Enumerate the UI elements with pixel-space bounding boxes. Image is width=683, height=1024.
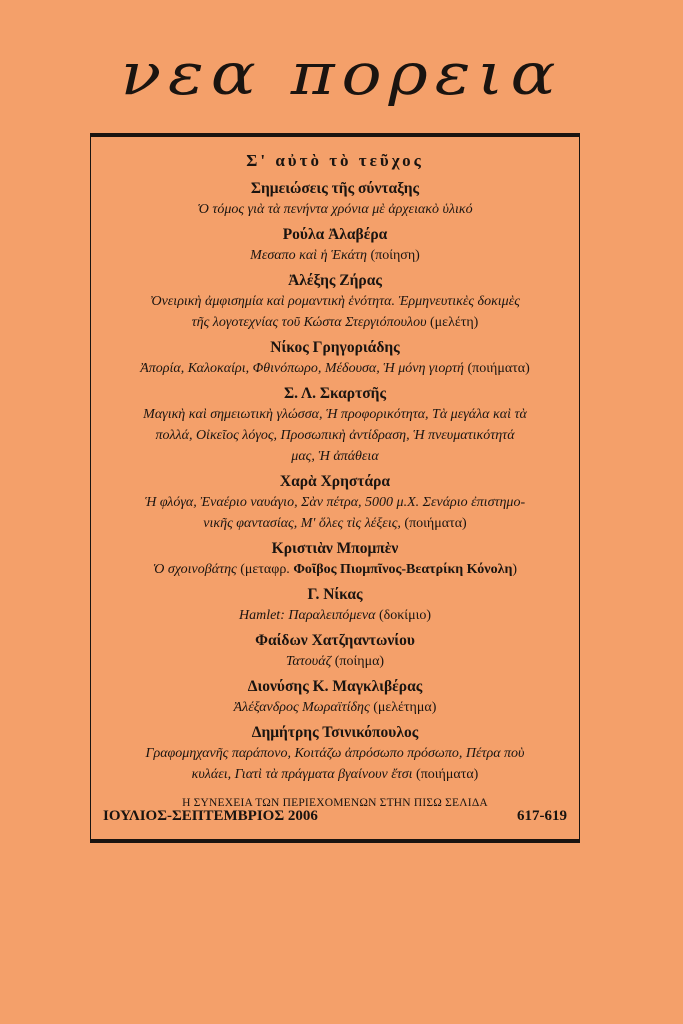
entry-work-text: Ὀνειρικὴ ἀμφισημία καὶ ρομαντικὴ ἑνότητα. Ἑρμηνευτικὲς δοκιμὲς (150, 294, 520, 309)
entry-work-text: Φοῖβος Πιομπῖνος-Βεατρίκη Κόνολη (293, 562, 513, 577)
entry-work-text: (ποιήματα) (400, 516, 467, 531)
entry-work-line (91, 291, 579, 312)
entry-work-text: (δοκίμιο) (375, 608, 431, 623)
entry-author: Σημειώσεις τῆς σύνταξης (250, 180, 420, 197)
entry-work-line (91, 446, 579, 467)
entry-work-text: (ποιήματα) (412, 767, 479, 782)
contents-entry (91, 471, 579, 534)
contents-entry (91, 383, 579, 467)
entry-work-text: Τατουάζ (285, 654, 332, 669)
entry-author: Κριστιὰν Μπομπὲν (271, 540, 399, 557)
contents-heading: Σ' αὐτὸ τὸ τεῦχος (246, 151, 424, 170)
entry-author: Χαρὰ Χρηστάρα (279, 473, 391, 490)
contents-entry (91, 337, 579, 379)
entry-work-text: Ἡ φλόγα, Ἐναέριο ναυάγιο, Σὰν πέτρα, 5000 μ.Χ. Σενάριο ἐπιστημο- (144, 495, 526, 510)
contents-entries (91, 178, 579, 785)
entry-author: Σ. Λ. Σκαρτσῆς (283, 385, 387, 402)
entry-work-line (91, 559, 579, 580)
entry-work-text: Hamlet: Παραλειπόμενα (238, 608, 376, 623)
entry-work-line (91, 425, 579, 446)
entry-work-text: Γραφομηχανῆς παράπονο, Κοιτάζω ἀπρόσωπο πρόσωπο, Πέτρα ποὺ (145, 746, 525, 761)
entry-work-line (91, 492, 579, 513)
entry-work-text: Ὁ τόμος γιὰ τὰ πενήντα χρόνια μὲ ἀρχειακὸ ὑλικό (197, 202, 473, 217)
entry-work-text: πολλά, Οἰκεῖος λόγος, Προσωπικὴ ἀντίδραση, Ἡ πνευματικότητά (155, 428, 515, 443)
entry-work-text: Ἀπορία, Καλοκαίρι, Φθινόπωρο, Μέδουσα, Ἡ μόνη γιορτή (140, 361, 464, 376)
entry-work-text: (ποίηση) (366, 248, 420, 263)
entry-work-line (91, 764, 579, 785)
entry-work-text: Ὁ σχοινοβάτης (152, 562, 237, 577)
contents-entry (91, 722, 579, 785)
entry-work-text: (μελέτη) (426, 315, 479, 330)
entry-work-text: (ποίημα) (331, 654, 385, 669)
entry-work-text: Μαγικὴ καὶ σημειωτικὴ γλώσσα, Ἡ προφορικότητα, Τὰ μεγάλα καὶ τὰ (143, 407, 527, 422)
entry-work-text: τῆς λογοτεχνίας τοῦ Κώστα Στεργιόπουλου (191, 315, 427, 330)
entry-work-text: νικῆς φαντασίας, Μ' ὅλες τὶς λέξεις, (203, 516, 401, 531)
entry-work-text: Μεσαπο καὶ ἡ Ἑκάτη (250, 248, 367, 263)
table-of-contents (90, 133, 580, 843)
issue-date: ΙΟΥΛΙΟΣ-ΣΕΠΤΕΜΒΡΙΟΣ 2006 (103, 808, 318, 824)
contents-entry (91, 584, 579, 626)
entry-work-line (91, 605, 579, 626)
entry-work-line (91, 743, 579, 764)
entry-work-line (91, 199, 579, 220)
contents-entry (91, 630, 579, 672)
contents-entry (91, 538, 579, 580)
contents-entry (91, 270, 579, 333)
entry-work-line (91, 697, 579, 718)
entry-work-text: Ἀλέξανδρος Μωραϊτίδης (233, 700, 370, 715)
entry-work-line (91, 513, 579, 534)
entry-author: Νίκος Γρηγοριάδης (270, 339, 400, 356)
continued-note: Η ΣΥΝΕΧΕΙΑ ΤΩΝ ΠΕΡΙΕΧΟΜΕΝΩΝ ΣΤΗΝ ΠΙΣΩ ΣΕΛΙΔΑ (182, 797, 488, 809)
entry-work-text: (μελέτημα) (369, 700, 437, 715)
contents-entry (91, 676, 579, 718)
entry-author: Φαίδων Χατζηαντωνίου (255, 632, 415, 649)
entry-author: Ρούλα Ἀλαβέρα (282, 226, 388, 243)
entry-author: Ἀλέξης Ζήρας (288, 272, 382, 289)
entry-work-line (91, 245, 579, 266)
entry-work-line (91, 358, 579, 379)
entry-work-line (91, 651, 579, 672)
entry-work-text: (ποιήματα) (464, 361, 530, 376)
entry-work-text: κυλάει, Γιατὶ τὰ πράγματα βγαίνουν ἔτσι (191, 767, 413, 782)
entry-work-text: (μεταφρ. (236, 562, 294, 577)
entry-work-text: ) (512, 562, 518, 577)
entry-author: Γ. Νίκας (307, 586, 363, 603)
entry-work-line (91, 404, 579, 425)
issue-footer (103, 808, 567, 825)
journal-title: νεα πορεια (120, 40, 563, 108)
issue-number: 617-619 (517, 808, 567, 824)
entry-author: Δημήτρης Τσινικόπουλος (251, 724, 419, 741)
entry-author: Διονύσης Κ. Μαγκλιβέρας (247, 678, 423, 695)
contents-entry (91, 224, 579, 266)
entry-work-text: μας, Ἡ ἀπάθεια (291, 449, 379, 464)
entry-work-line (91, 312, 579, 333)
contents-entry (91, 178, 579, 220)
